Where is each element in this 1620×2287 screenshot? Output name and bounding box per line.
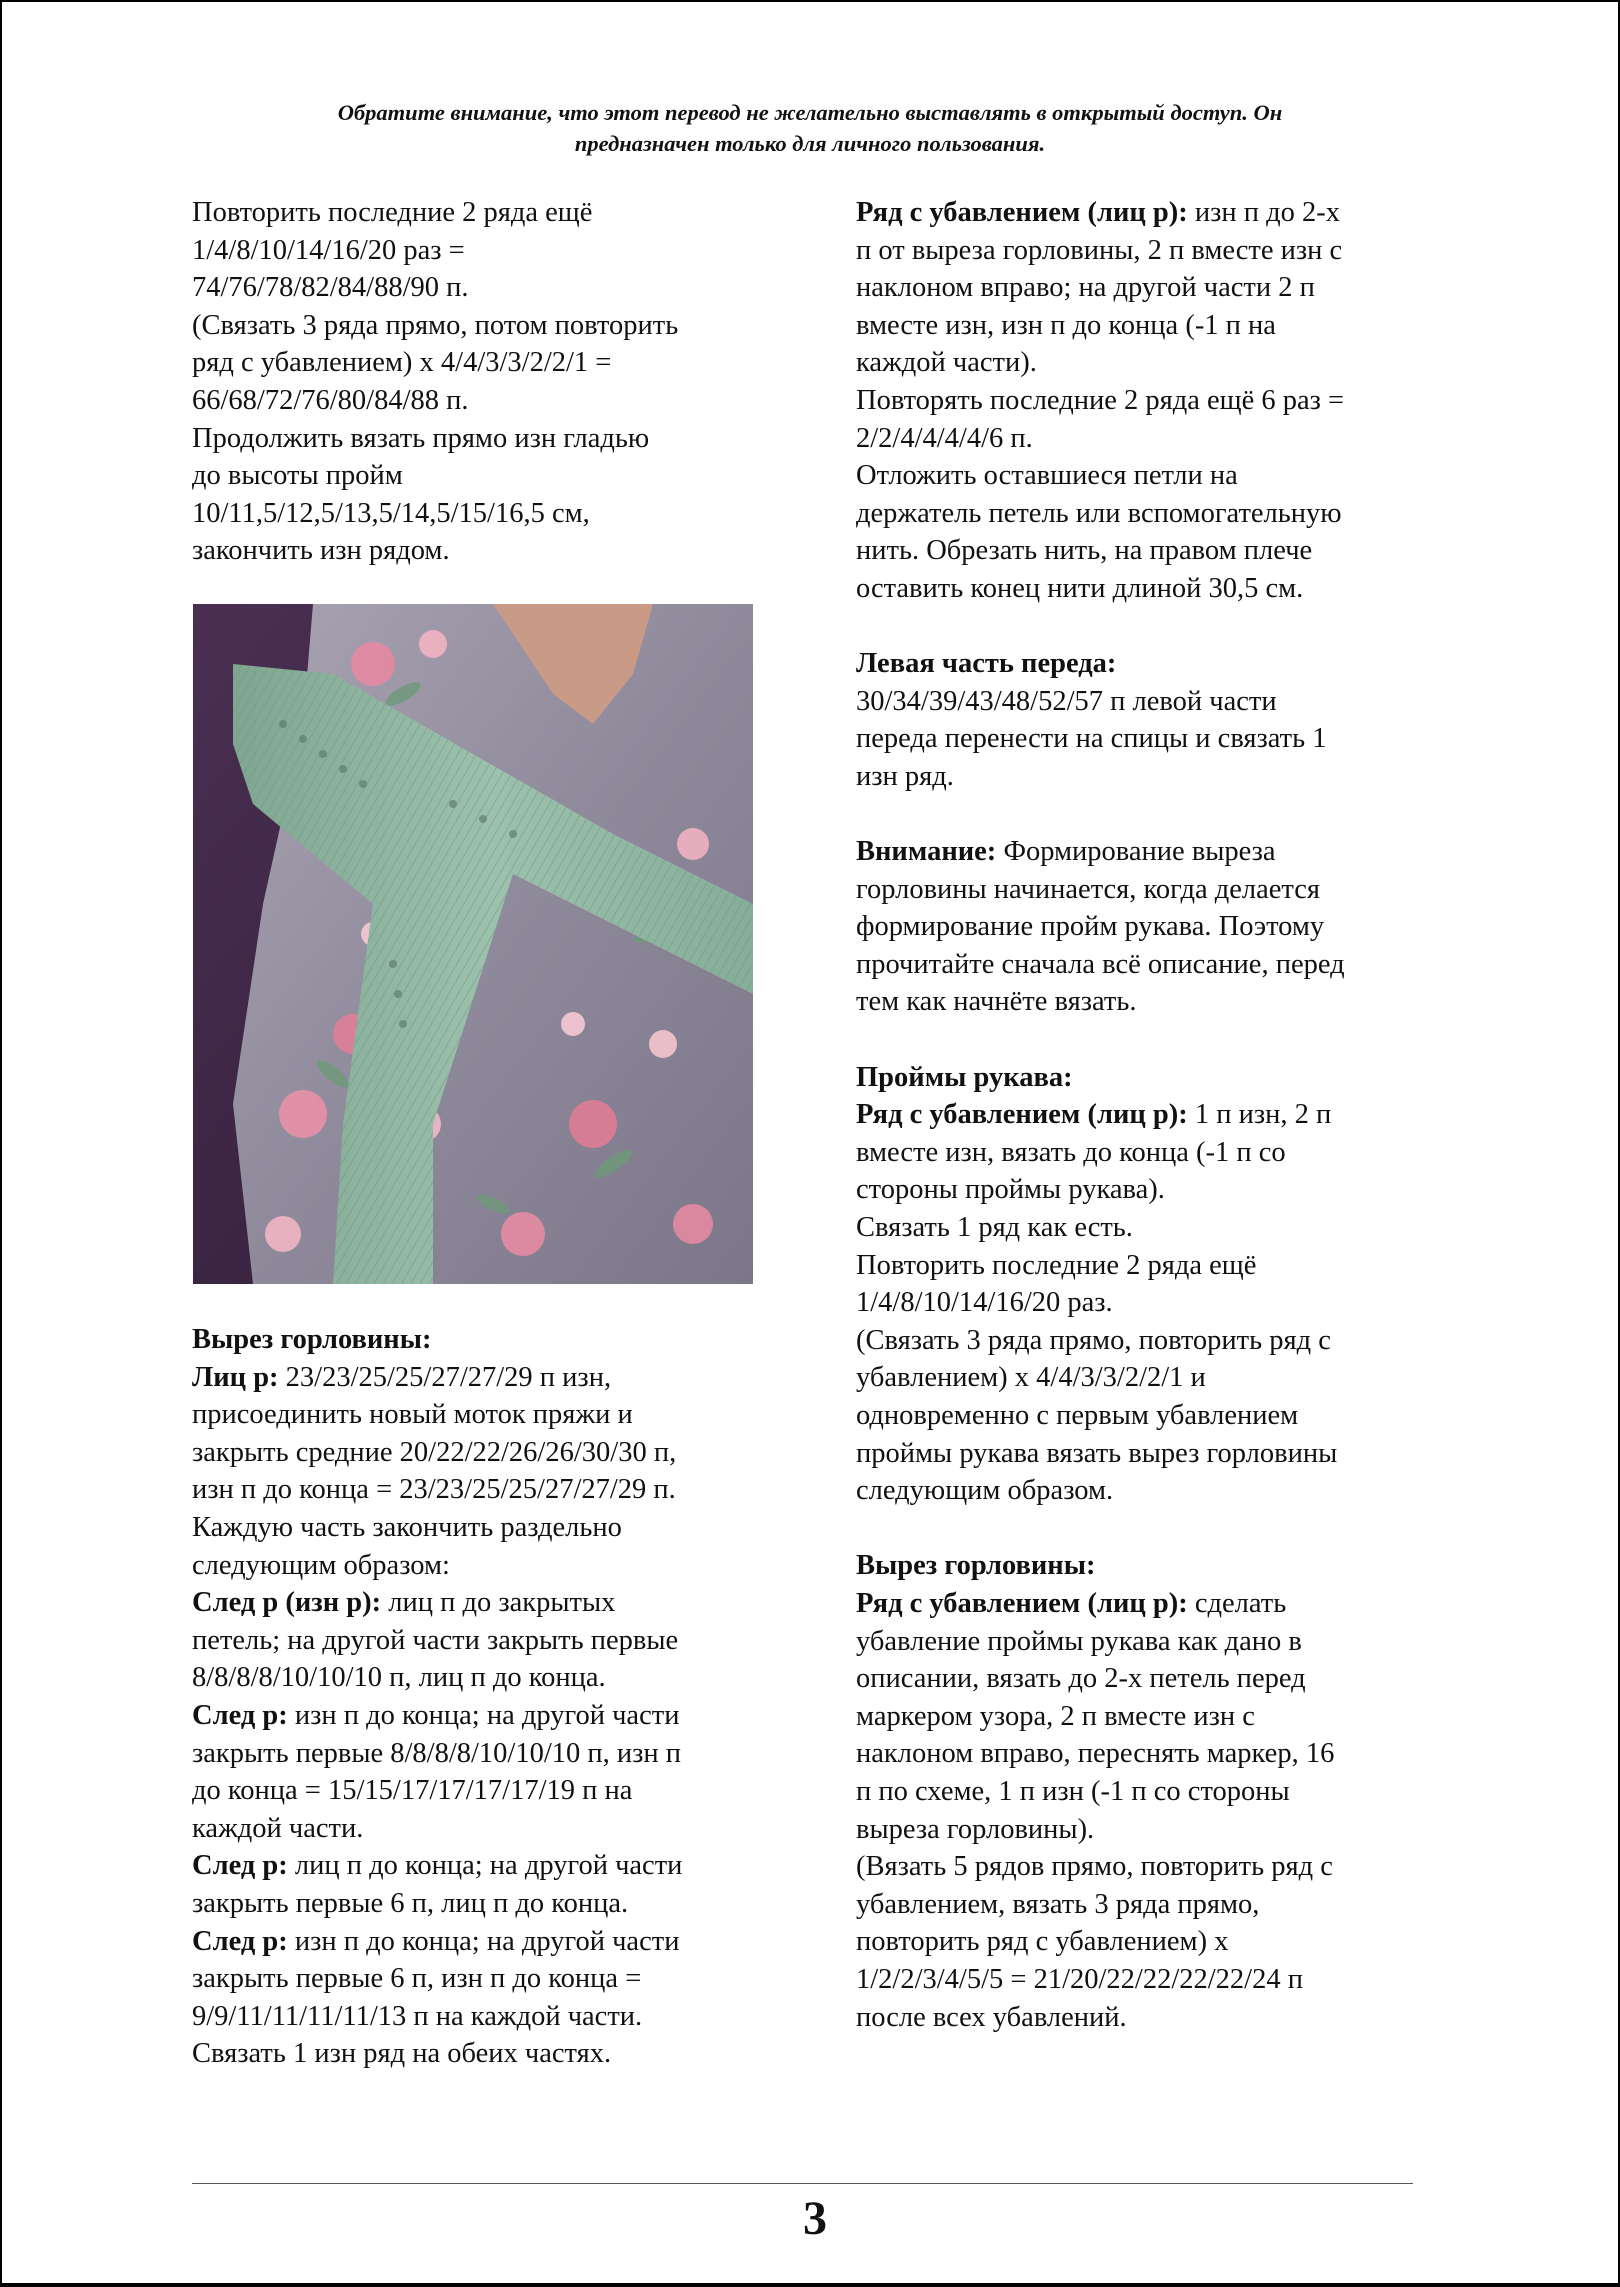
section-heading	[192, 1321, 682, 1359]
text-line	[856, 1585, 1345, 1623]
section-heading	[856, 1059, 1345, 1097]
text-line: 1/4/8/10/14/16/20 раз =	[192, 234, 465, 266]
text-line: вместе изн, изн п до конца (-1 п на	[856, 309, 1276, 341]
text-line: Отложить оставшиеся петли на	[856, 460, 1238, 492]
text-line: маркером узора, 2 п вместе изн с	[856, 1700, 1255, 1732]
text-line: проймы рукава вязать вырез горловины	[856, 1437, 1338, 1469]
text-line: 1/2/2/3/4/5/5 = 21/20/22/22/22/22/24 п	[856, 1963, 1303, 1995]
row-text: изн п до конца; на другой части	[287, 1925, 680, 1957]
attention-label: Внимание:	[856, 836, 997, 868]
neckline-heading: Вырез горловины:	[192, 1324, 432, 1355]
text-line: каждой части).	[856, 347, 1037, 379]
left-column-bottom-text	[192, 1321, 682, 2073]
copyright-notice	[190, 97, 1430, 159]
text-line	[856, 194, 1345, 232]
row-label: След р (изн р):	[192, 1587, 382, 1619]
text-line: ряд с убавлением) х 4/4/3/3/2/2/1 =	[192, 347, 612, 379]
text-line: описании, вязать до 2-х петель перед	[856, 1663, 1306, 1695]
text-line: Повторить последние 2 ряда ещё	[192, 197, 593, 228]
text-line: Каждую часть закончить раздельно	[192, 1511, 622, 1543]
text-line	[856, 1096, 1345, 1134]
text-line: 66/68/72/76/80/84/88 п.	[192, 384, 469, 416]
left-front-heading: Левая часть переда:	[856, 648, 1117, 680]
row-text: изн п до 2-х	[1187, 197, 1341, 228]
text-line: (Вязать 5 рядов прямо, повторить ряд с	[856, 1851, 1333, 1883]
text-line: оставить конец нити длиной 30,5 см.	[856, 572, 1304, 604]
row-text: Формирование выреза	[996, 836, 1276, 868]
row-label: След р:	[192, 1850, 288, 1882]
notice-line-1: Обратите внимание, что этот перевод не желательно выставлять в открытый доступ. Он	[337, 100, 1283, 125]
text-line: закрыть первые 6 п, лиц п до конца.	[192, 1887, 629, 1919]
text-line: Повторять последние 2 ряда ещё 6 раз =	[856, 384, 1345, 416]
section-heading	[856, 1547, 1345, 1585]
paragraph-gap	[856, 608, 1345, 646]
text-line: вместе изн, вязать до конца (-1 п со	[856, 1136, 1286, 1168]
text-line: следующим образом.	[856, 1475, 1114, 1507]
text-line: присоединить новый моток пряжи и	[192, 1399, 633, 1431]
text-line	[192, 1697, 682, 1735]
text-line: (Связать 3 ряда прямо, повторить ряд с	[856, 1324, 1331, 1356]
text-line: 8/8/8/8/10/10/10 п, лиц п до конца.	[192, 1662, 606, 1694]
text-line: наклоном вправо; на другой части 2 п	[856, 272, 1315, 304]
row-label: След р:	[192, 1925, 288, 1957]
text-line: закрыть первые 8/8/8/8/10/10/10 п, изн п	[192, 1737, 682, 1769]
text-line: повторить ряд с убавлением) х	[856, 1926, 1229, 1958]
text-line: стороны проймы рукава).	[856, 1174, 1165, 1206]
row-text: изн п до конца; на другой части	[287, 1699, 680, 1731]
row-label: Ряд с убавлением (лиц р):	[856, 1099, 1188, 1131]
text-line	[192, 1584, 682, 1622]
row-label: Ряд с убавлением (лиц р):	[856, 197, 1188, 228]
paragraph-gap	[856, 1021, 1345, 1059]
page-number: 3	[803, 2192, 827, 2245]
text-line: 10/11,5/12,5/13,5/14,5/15/16,5 см,	[192, 497, 590, 529]
text-line: прочитайте сначала всё описание, перед	[856, 948, 1345, 980]
text-line: тем как начнёте вязать.	[856, 986, 1137, 1018]
text-line: каждой части.	[192, 1812, 364, 1844]
section-heading	[856, 645, 1345, 683]
text-line: переда перенести на спицы и связать 1	[856, 723, 1327, 755]
text-line: до конца = 15/15/17/17/17/17/19 п на	[192, 1775, 633, 1807]
text-line: закрыть первые 6 п, изн п до конца =	[192, 1963, 642, 1995]
text-line	[856, 833, 1345, 871]
vest-photo	[193, 604, 753, 1284]
notice-line-2: предназначен только для личного пользования.	[574, 131, 1046, 156]
left-column-top-text	[192, 194, 678, 570]
neckline-heading: Вырез горловины:	[856, 1550, 1096, 1582]
text-line: 1/4/8/10/14/16/20 раз.	[856, 1287, 1113, 1319]
row-text: лиц п до конца; на другой части	[287, 1850, 683, 1882]
row-text: 1 п изн, 2 п	[1187, 1099, 1332, 1131]
text-line: 9/9/11/11/11/11/13 п на каждой части.	[192, 2000, 643, 2032]
footer-divider	[192, 2183, 1413, 2184]
text-line: нить. Обрезать нить, на правом плече	[856, 535, 1313, 567]
text-line: до высоты пройм	[192, 460, 403, 492]
text-line: изн п до конца = 23/23/25/25/27/27/29 п.	[192, 1474, 676, 1506]
text-line	[192, 1359, 682, 1397]
text-line: держатель петель или вспомогательную	[856, 497, 1342, 529]
text-line: убавлением, вязать 3 ряда прямо,	[856, 1888, 1260, 1920]
row-label: Лиц р:	[192, 1361, 279, 1393]
text-line: убавлением) х 4/4/3/3/2/2/1 и	[856, 1362, 1206, 1394]
text-line: наклоном вправо, переснять маркер, 16	[856, 1738, 1335, 1770]
row-text: лиц п до закрытых	[381, 1587, 616, 1619]
row-label: След р:	[192, 1699, 288, 1731]
text-line: петель; на другой части закрыть первые	[192, 1624, 679, 1656]
text-line: 2/2/4/4/4/4/6 п.	[856, 422, 1033, 454]
text-line: (Связать 3 ряда прямо, потом повторить	[192, 309, 679, 341]
text-line: Связать 1 ряд как есть.	[856, 1212, 1133, 1244]
paragraph-gap	[856, 1510, 1345, 1548]
text-line: Продолжить вязать прямо изн гладью	[192, 422, 650, 454]
text-line: закрыть средние 20/22/22/26/26/30/30 п,	[192, 1436, 677, 1468]
text-line: изн ряд.	[856, 760, 954, 792]
text-line: п от выреза горловины, 2 п вместе изн с	[856, 234, 1343, 266]
text-line: закончить изн рядом.	[192, 535, 450, 567]
text-line: следующим образом:	[192, 1549, 450, 1581]
text-line	[192, 1847, 682, 1885]
text-line: одновременно с первым убавлением	[856, 1400, 1299, 1431]
text-line: 74/76/78/82/84/88/90 п.	[192, 272, 469, 304]
text-line: горловины начинается, когда делается	[856, 873, 1320, 905]
text-line: формирование пройм рукава. Поэтому	[856, 911, 1325, 943]
text-line: Повторить последние 2 ряда ещё	[856, 1249, 1257, 1281]
row-label: Ряд с убавлением (лиц р):	[856, 1587, 1188, 1619]
text-line: п по схеме, 1 п изн (-1 п со стороны	[856, 1775, 1290, 1807]
row-text: 23/23/25/25/27/27/29 п изн,	[278, 1361, 612, 1393]
text-line: выреза горловины).	[856, 1813, 1095, 1845]
text-line: после всех убавлений.	[856, 2001, 1127, 2033]
text-line: Связать 1 изн ряд на обеих частях.	[192, 2038, 612, 2070]
right-column-text	[856, 194, 1345, 2036]
paragraph-gap	[856, 796, 1345, 834]
text-line: убавление проймы рукава как дано в	[856, 1625, 1302, 1657]
text-line	[192, 1923, 682, 1961]
row-text: сделать	[1187, 1587, 1287, 1619]
armholes-heading: Проймы рукава:	[856, 1061, 1073, 1093]
text-line: 30/34/39/43/48/52/57 п левой части	[856, 685, 1277, 717]
